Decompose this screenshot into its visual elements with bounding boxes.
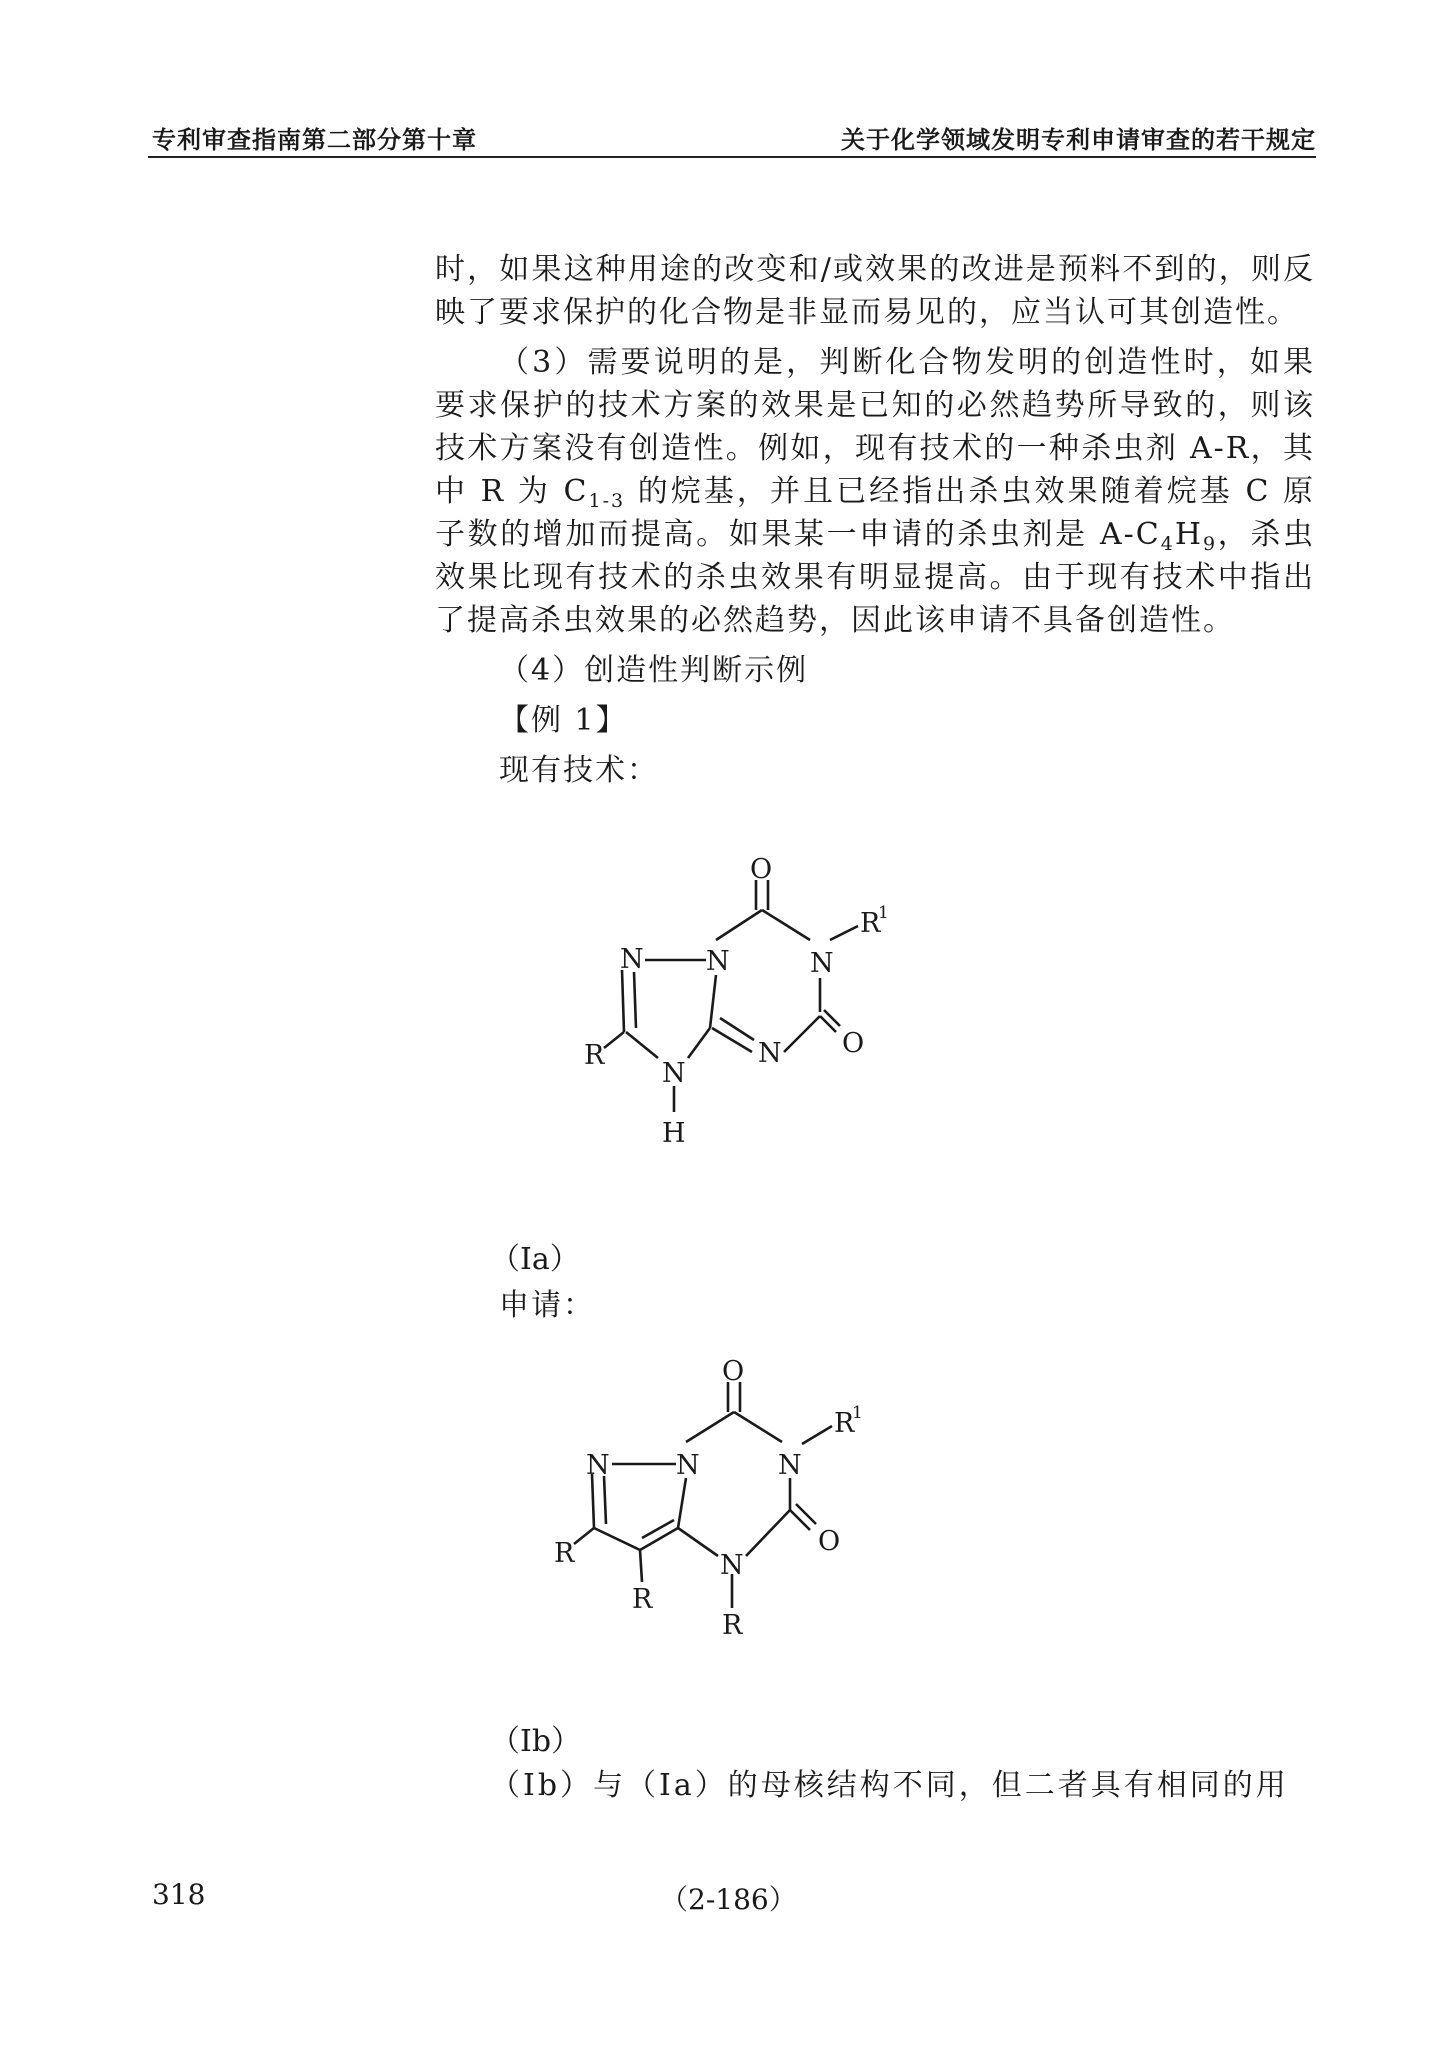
section-page-number: （2-186）: [660, 1883, 797, 1916]
header-divider: [148, 156, 1316, 158]
paragraph-3: [435, 341, 1315, 642]
subscript-1-3: 1-3: [588, 490, 626, 512]
atom-n-right: N: [810, 948, 834, 979]
atom-r1-superscript: 1: [878, 903, 889, 923]
atom-n-h: N: [662, 1058, 686, 1089]
paragraph-3-part-c: H: [1174, 517, 1203, 552]
subscript-4: 4: [1160, 533, 1175, 555]
application-label: 申请：: [499, 1288, 595, 1323]
paragraph-3-part-b: 的烷基，并且已经指出杀虫效果随着烷基 C 原子数的增加而提高。如果某一申请的杀虫剂是 A-C: [435, 474, 1316, 552]
paragraph-continuation: 时，如果这种用途的改变和/或效果的改进是预料不到的，则反映了要求保护的化合物是非显而易见的，应当认可其创造性。: [435, 252, 1315, 330]
atom-r1-superscript: 1: [852, 1403, 863, 1423]
structure-ib-label: （Ib）: [490, 1724, 582, 1759]
comparison-sentence: （Ⅰb）与（Ⅰa）的母核结构不同，但二者具有相同的用: [490, 1768, 1289, 1803]
atom-n-right: N: [778, 1450, 802, 1481]
chemical-structure-ib: [480, 1356, 920, 1700]
page-number: 318: [152, 1878, 206, 1911]
atom-o-top: O: [750, 854, 773, 885]
atom-r-left: R: [554, 1538, 575, 1569]
example-label: 【例 1】: [499, 703, 628, 738]
paragraph-4-heading: （4）创造性判断示例: [499, 653, 809, 688]
body-text: [435, 248, 1315, 792]
atom-n-left: N: [620, 944, 644, 975]
running-header-left: 专利审查指南第二部分第十章: [152, 126, 477, 154]
atom-o-top: O: [722, 1356, 745, 1387]
subscript-9: 9: [1202, 533, 1218, 555]
atom-n-bridge: N: [676, 1450, 700, 1481]
atom-r-left: R: [584, 1040, 605, 1071]
prior-art-label: 现有技术：: [499, 753, 659, 788]
atom-n-bridge: N: [706, 946, 730, 977]
structure-ia-drawing: [500, 854, 920, 1200]
atom-o-right: O: [842, 1028, 865, 1059]
atom-n-bottom: N: [758, 1038, 782, 1069]
structure-ib-drawing: [480, 1356, 920, 1700]
atom-r-middle: R: [632, 1584, 653, 1615]
atom-n-left: N: [586, 1450, 610, 1481]
atom-r1: R: [834, 1408, 855, 1439]
atom-h: H: [662, 1118, 686, 1149]
atom-r1: R: [860, 908, 881, 939]
paragraph-3-part-d: ，杀虫效果比现有技术的杀虫效果有明显提高。由于现有技术中指出了提高杀虫效果的必然趋势，因此该申请不具备创造性。: [435, 517, 1315, 638]
atom-r-bottom: R: [722, 1610, 743, 1641]
running-header-right: 关于化学领域发明专利申请审查的若干规定: [841, 126, 1316, 154]
paragraph-3-part-a: （3）需要说明的是，判断化合物发明的创造性时，如果要求保护的技术方案的效果是已知的必然趋势所导致的，则该技术方案没有创造性。例如，现有技术的一种杀虫剂 A-R，其中 R 为 C: [435, 345, 1315, 509]
chemical-structure-ia: [500, 854, 920, 1200]
atom-o-right: O: [818, 1526, 841, 1557]
atom-n-bottom: N: [720, 1550, 744, 1581]
structure-ia-label: （Ia）: [490, 1242, 580, 1277]
